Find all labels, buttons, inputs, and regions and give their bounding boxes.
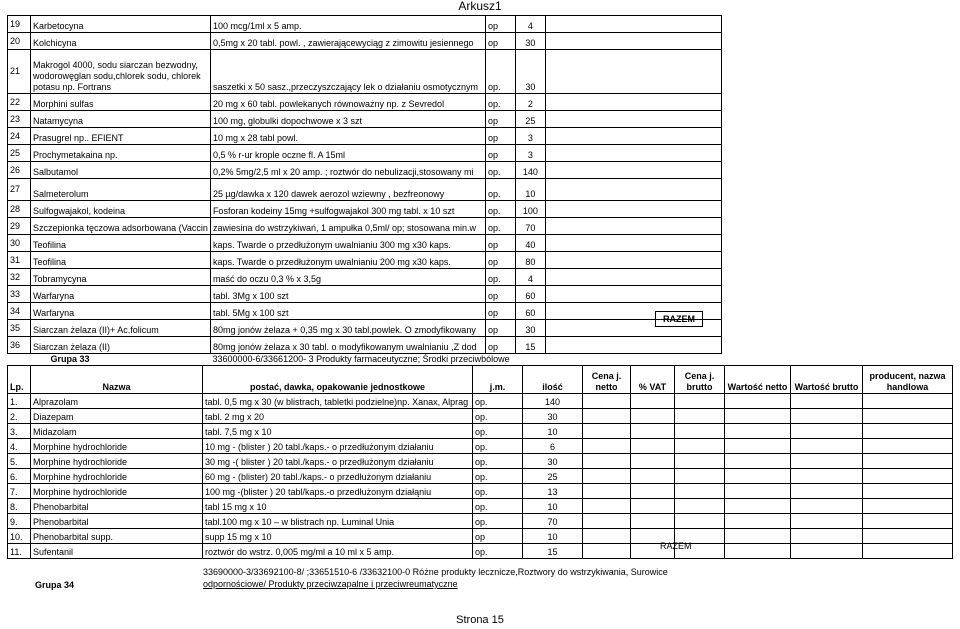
cell-empty [583, 499, 631, 514]
cell-empty [631, 469, 675, 484]
cell-empty [631, 514, 675, 529]
header-wartosc-brutto: Wartość brutto [791, 366, 863, 394]
cell-postac: 60 mg - (blister) 20 tabl./kaps.- o przedłużonym działaniu [203, 469, 473, 484]
group34-description [203, 566, 668, 590]
group34-description-line1: 33690000-3/33692100-8/ ;33651510-6 /33632100-0 Różne produkty lecznicze,Roztwory do wstrzykiwania, Surowice [203, 567, 668, 577]
cell-jm: op [485, 145, 515, 162]
cell-lp: 8. [8, 499, 31, 514]
razem-label: RAZEM [655, 311, 703, 327]
table-row [8, 303, 722, 320]
cell-postac: maść do oczu 0,3 % x 3,5g [210, 269, 485, 286]
cell-nazwa: Morphine hydrochloride [31, 469, 203, 484]
cell-postac: tabl. 7,5 mg x 10 [203, 424, 473, 439]
cell-postac: zawiesina do wstrzykiwań, 1 ampułka 0,5ml/ op; stosowana min.w [210, 218, 485, 235]
cell-lp: 30 [8, 235, 31, 252]
cell-postac: tabl.100 mg x 10 – w blistrach np. Luminal Unia [203, 514, 473, 529]
cell-empty [545, 33, 721, 50]
cell-empty [863, 394, 953, 409]
cell-empty [725, 454, 791, 469]
cell-postac: supp 15 mg x 10 [203, 529, 473, 544]
cell-empty [791, 529, 863, 544]
cell-lp: 5. [8, 454, 31, 469]
cell-postac: tabl. 2 mg x 20 [203, 409, 473, 424]
table-row [8, 424, 953, 439]
cell-postac: 25 µg/dawka x 120 dawek aerozol wziewny , bezfreonowy [210, 179, 485, 201]
cell-empty [631, 394, 675, 409]
cell-nazwa: Natamycyna [31, 111, 211, 128]
table-row [8, 484, 953, 499]
cell-empty [725, 544, 791, 559]
cell-jm: op. [485, 162, 515, 179]
cell-nazwa: Prochymetakaina np. [31, 145, 211, 162]
cell-lp: 20 [8, 33, 31, 50]
cell-postac: roztwór do wstrz. 0,005 mg/ml a 10 ml x 5 amp. [203, 544, 473, 559]
cell-ilosc: 70 [523, 514, 583, 529]
cell-empty [675, 439, 725, 454]
cell-nazwa: Karbetocyna [31, 16, 211, 33]
cell-postac: 20 mg x 60 tabl. powlekanych równoważny np. z Sevredol [210, 94, 485, 111]
cell-nazwa: Szczepionka tęczowa adsorbowana (Vaccin [31, 218, 211, 235]
cell-nazwa: Alprazolam [31, 394, 203, 409]
cell-empty [675, 424, 725, 439]
cell-empty [545, 179, 721, 201]
cell-jm: op. [473, 499, 523, 514]
cell-ilosc: 30 [515, 33, 545, 50]
cell-postac: 80mg jonów żelaza + 0,35 mg x 30 tabl.powlek. O zmodyfikowany [210, 320, 485, 337]
cell-empty [863, 409, 953, 424]
cell-nazwa: Warfaryna [31, 303, 211, 320]
table-row [8, 252, 722, 269]
header-wartosc-netto: Wartość netto [725, 366, 791, 394]
cell-jm: op [485, 286, 515, 303]
table-row [8, 201, 722, 218]
cell-empty [675, 484, 725, 499]
cell-empty [863, 454, 953, 469]
cell-postac: Fosforan kodeiny 15mg +sulfogwajakol 300 mg tabl. x 10 szt [210, 201, 485, 218]
table-row [8, 529, 953, 544]
table-row [8, 128, 722, 145]
table-row [8, 454, 953, 469]
cell-empty [791, 439, 863, 454]
cell-nazwa: Morphine hydrochloride [31, 454, 203, 469]
cell-empty [791, 499, 863, 514]
cell-empty [675, 409, 725, 424]
cell-jm: op. [473, 394, 523, 409]
cell-ilosc: 30 [523, 409, 583, 424]
cell-empty [583, 439, 631, 454]
cell-jm: op. [485, 94, 515, 111]
table-row [8, 439, 953, 454]
cell-nazwa: Morphini sulfas [31, 94, 211, 111]
group33-header-row [8, 366, 953, 394]
table-row [8, 179, 722, 201]
cell-lp: 2. [8, 409, 31, 424]
cell-empty [791, 544, 863, 559]
cell-postac: tabl. 3Mg x 100 szt [210, 286, 485, 303]
cell-jm: op. [473, 409, 523, 424]
cell-nazwa: Phenobarbital supp. [31, 529, 203, 544]
cell-jm: op [485, 111, 515, 128]
cell-jm: op [485, 235, 515, 252]
cell-empty [545, 145, 721, 162]
cell-nazwa: Morphine hydrochloride [31, 439, 203, 454]
table-row [8, 286, 722, 303]
cell-ilosc: 70 [515, 218, 545, 235]
cell-postac: tabl. 5Mg x 100 szt [210, 303, 485, 320]
group34-label: Grupa 34 [35, 580, 75, 590]
cell-lp: 29 [8, 218, 31, 235]
cell-nazwa: Sulfogwajakol, kodeina [31, 201, 211, 218]
cell-empty [583, 484, 631, 499]
cell-jm: op. [473, 454, 523, 469]
cell-empty [583, 469, 631, 484]
cell-nazwa: Diazepam [31, 409, 203, 424]
cell-ilosc: 25 [515, 111, 545, 128]
cell-empty [725, 499, 791, 514]
cell-empty [631, 409, 675, 424]
cell-ilosc: 6 [523, 439, 583, 454]
cell-empty [675, 469, 725, 484]
table-row [8, 162, 722, 179]
cell-ilosc: 140 [515, 162, 545, 179]
cell-empty [545, 235, 721, 252]
cell-empty [791, 424, 863, 439]
cell-empty [583, 529, 631, 544]
cell-lp: 33 [8, 286, 31, 303]
cell-postac: saszetki x 50 sasz.,przeczyszczający lek o działaniu osmotycznym [210, 50, 485, 94]
group34-description-line2: odpornościowe/ Produkty przeciwzapalne i przeciwreumatyczne [203, 579, 458, 589]
cell-ilosc: 13 [523, 484, 583, 499]
cell-empty [791, 514, 863, 529]
table-row [8, 235, 722, 252]
cell-ilosc: 80 [515, 252, 545, 269]
cell-lp: 7. [8, 484, 31, 499]
cell-postac: 30 mg -( blister ) 20 tabl./kaps.- o przedłużonym działaniu [203, 454, 473, 469]
cell-empty [863, 544, 953, 559]
cell-empty [791, 409, 863, 424]
cell-nazwa: Prasugrel np.. EFIENT [31, 128, 211, 145]
cell-jm: op. [473, 514, 523, 529]
cell-empty [725, 439, 791, 454]
cell-empty [631, 454, 675, 469]
cell-nazwa: Siarczan żelaza (II) [31, 337, 211, 354]
cell-empty [725, 484, 791, 499]
cell-lp: 31 [8, 252, 31, 269]
table-row [8, 33, 722, 50]
cell-jm: op [485, 33, 515, 50]
cell-ilosc: 10 [523, 499, 583, 514]
cell-postac: 0,5mg x 20 tabl. powl. , zawierającewyciąg z zimowitu jesiennego [210, 33, 485, 50]
cell-lp: 1. [8, 394, 31, 409]
cell-empty [725, 409, 791, 424]
cell-empty [583, 409, 631, 424]
cell-nazwa: Warfaryna [31, 286, 211, 303]
cell-postac: 80mg jonów żelaza x 30 tabl. o modyfikowanym uwalnianiu ,Z dod [210, 337, 485, 354]
cell-ilosc: 100 [515, 201, 545, 218]
table-row [8, 514, 953, 529]
cell-jm: op [485, 252, 515, 269]
cell-ilosc: 30 [515, 50, 545, 94]
cell-lp: 19 [8, 16, 31, 33]
cell-ilosc: 140 [523, 394, 583, 409]
cell-nazwa: Phenobarbital [31, 499, 203, 514]
cell-ilosc: 30 [523, 454, 583, 469]
cell-nazwa: Teofilina [31, 235, 211, 252]
cell-empty [675, 499, 725, 514]
table-row [8, 94, 722, 111]
cell-lp: 35 [8, 320, 31, 337]
header-cena-brutto: Cena j. brutto [675, 366, 725, 394]
cell-empty [583, 394, 631, 409]
cell-empty [583, 544, 631, 559]
table-row [8, 111, 722, 128]
cell-nazwa: Sufentanil [31, 544, 203, 559]
cell-empty [545, 286, 721, 303]
cell-lp: 32 [8, 269, 31, 286]
group33-razem-label: RAZEM [660, 541, 692, 551]
cell-ilosc: 2 [515, 94, 545, 111]
cell-lp: 10. [8, 529, 31, 544]
cell-empty [545, 162, 721, 179]
cell-jm: op. [473, 424, 523, 439]
header-jm: j.m. [473, 366, 523, 394]
cell-lp: 21 [8, 50, 31, 94]
cell-empty [863, 499, 953, 514]
sheet-title: Arkusz1 [458, 0, 502, 13]
group33-table [7, 349, 953, 559]
cell-lp: 4. [8, 439, 31, 454]
table-row [8, 16, 722, 33]
cell-jm: op [473, 529, 523, 544]
cell-ilosc: 10 [523, 424, 583, 439]
cell-empty [583, 514, 631, 529]
cell-lp: 22 [8, 94, 31, 111]
medication-table-continued [7, 15, 722, 354]
cell-ilosc: 40 [515, 235, 545, 252]
cell-empty [631, 439, 675, 454]
cell-postac: 0,5 % r-ur krople oczne fl. A 15ml [210, 145, 485, 162]
cell-empty [545, 252, 721, 269]
header-cena-netto: Cena j. netto [583, 366, 631, 394]
cell-empty [863, 529, 953, 544]
cell-empty [863, 469, 953, 484]
table-row [8, 544, 953, 559]
header-postac: postać, dawka, opakowanie jednostkowe [203, 366, 473, 394]
cell-empty [545, 201, 721, 218]
cell-lp: 27 [8, 179, 31, 201]
cell-postac: kaps. Twarde o przedłużonym uwalnianiu 200 mg x30 kaps. [210, 252, 485, 269]
cell-empty [675, 454, 725, 469]
group33-label-row [8, 349, 953, 366]
cell-jm: op. [485, 218, 515, 235]
cell-jm: op. [485, 50, 515, 94]
table-row [8, 409, 953, 424]
cell-jm: op. [485, 201, 515, 218]
cell-empty [631, 499, 675, 514]
cell-empty [863, 439, 953, 454]
cell-ilosc: 15 [523, 544, 583, 559]
cell-empty [863, 424, 953, 439]
cell-empty [631, 424, 675, 439]
cell-empty [725, 514, 791, 529]
table-row [8, 218, 722, 235]
cell-empty [545, 111, 721, 128]
cell-lp: 28 [8, 201, 31, 218]
cell-jm: op [485, 128, 515, 145]
cell-lp: 11. [8, 544, 31, 559]
cell-lp: 6. [8, 469, 31, 484]
cell-nazwa: Salmeterolum [31, 179, 211, 201]
cell-empty [791, 454, 863, 469]
cell-empty [583, 424, 631, 439]
cell-empty [545, 269, 721, 286]
cell-empty [545, 128, 721, 145]
group33-description: 33600000-6/33661200- 3 Produkty farmaceutyczne; Środki przeciwbólowe [212, 354, 510, 364]
cell-lp: 25 [8, 145, 31, 162]
cell-lp: 3. [8, 424, 31, 439]
cell-jm: op. [473, 469, 523, 484]
table-row [8, 394, 953, 409]
cell-postac: 100 mcg/1ml x 5 amp. [210, 16, 485, 33]
cell-lp: 9. [8, 514, 31, 529]
table-row [8, 269, 722, 286]
header-vat: % VAT [631, 366, 675, 394]
cell-nazwa: Siarczan żelaza (II)+ Ac.folicum [31, 320, 211, 337]
cell-empty [725, 469, 791, 484]
cell-postac: 10 mg - (blister ) 20 tabl./kaps.- o przedłużonym działaniu [203, 439, 473, 454]
cell-nazwa: Tobramycyna [31, 269, 211, 286]
cell-postac: 100 mg, globulki dopochwowe x 3 szt [210, 111, 485, 128]
cell-ilosc: 10 [515, 179, 545, 201]
header-nazwa: Nazwa [31, 366, 203, 394]
table-row [8, 469, 953, 484]
header-lp: Lp. [8, 366, 31, 394]
cell-empty [583, 454, 631, 469]
cell-jm: op [485, 320, 515, 337]
cell-ilosc: 3 [515, 128, 545, 145]
cell-lp: 36 [8, 337, 31, 354]
cell-empty [725, 529, 791, 544]
cell-ilosc: 4 [515, 16, 545, 33]
cell-lp: 23 [8, 111, 31, 128]
cell-nazwa: Salbutamol [31, 162, 211, 179]
cell-empty [545, 218, 721, 235]
cell-postac: 100 mg -(blister ) 20 tabl/kaps.-o przedłużonym działąniu [203, 484, 473, 499]
cell-jm: op. [485, 179, 515, 201]
cell-jm: op. [473, 439, 523, 454]
cell-lp: 34 [8, 303, 31, 320]
cell-jm: op. [473, 544, 523, 559]
cell-empty [725, 394, 791, 409]
cell-empty [791, 484, 863, 499]
cell-ilosc: 60 [515, 286, 545, 303]
cell-jm: op [485, 303, 515, 320]
cell-empty [791, 394, 863, 409]
cell-nazwa: Kolchicyna [31, 33, 211, 50]
cell-empty [545, 94, 721, 111]
cell-empty [863, 514, 953, 529]
page-footer: Strona 15 [456, 614, 504, 626]
cell-ilosc: 30 [515, 320, 545, 337]
cell-postac: 10 mg x 28 tabl powl. [210, 128, 485, 145]
header-ilosc: ilość [523, 366, 583, 394]
cell-ilosc: 15 [515, 337, 545, 354]
cell-nazwa: Teofilina [31, 252, 211, 269]
cell-jm: op. [473, 484, 523, 499]
cell-jm: op. [485, 269, 515, 286]
cell-ilosc: 25 [523, 469, 583, 484]
cell-ilosc: 4 [515, 269, 545, 286]
table-row [8, 320, 722, 337]
group33-label: Grupa 33 [50, 354, 90, 364]
header-producent: producent, nazwa handlowa [863, 366, 953, 394]
cell-postac: tabl. 0,5 mg x 30 (w blistrach, tabletki podzielne)np. Xanax, Alprag [203, 394, 473, 409]
cell-ilosc: 10 [523, 529, 583, 544]
cell-postac: 0,2% 5mg/2,5 ml x 20 amp. ; roztwór do nebulizacji,stosowany mi [210, 162, 485, 179]
cell-nazwa: Morphine hydrochloride [31, 484, 203, 499]
cell-nazwa: Makrogol 4000, sodu siarczan bezwodny, wodorowęglan sodu,chlorek sodu, chlorek potasu np. Fortrans [31, 50, 211, 94]
cell-empty [725, 424, 791, 439]
table-row [8, 50, 722, 94]
cell-empty [675, 514, 725, 529]
cell-empty [675, 394, 725, 409]
cell-jm: op [485, 337, 515, 354]
cell-empty [545, 16, 721, 33]
cell-lp: 24 [8, 128, 31, 145]
cell-empty [863, 484, 953, 499]
cell-nazwa: Midazolam [31, 424, 203, 439]
cell-empty [545, 50, 721, 94]
cell-ilosc: 3 [515, 145, 545, 162]
cell-postac: tabl 15 mg x 10 [203, 499, 473, 514]
cell-nazwa: Phenobarbital [31, 514, 203, 529]
cell-lp: 26 [8, 162, 31, 179]
cell-ilosc: 60 [515, 303, 545, 320]
cell-jm: op [485, 16, 515, 33]
table-row [8, 499, 953, 514]
cell-empty [791, 469, 863, 484]
cell-empty [631, 484, 675, 499]
cell-postac: kaps. Twarde o przedłużonym uwalnianiu 300 mg x30 kaps. [210, 235, 485, 252]
table-row [8, 145, 722, 162]
